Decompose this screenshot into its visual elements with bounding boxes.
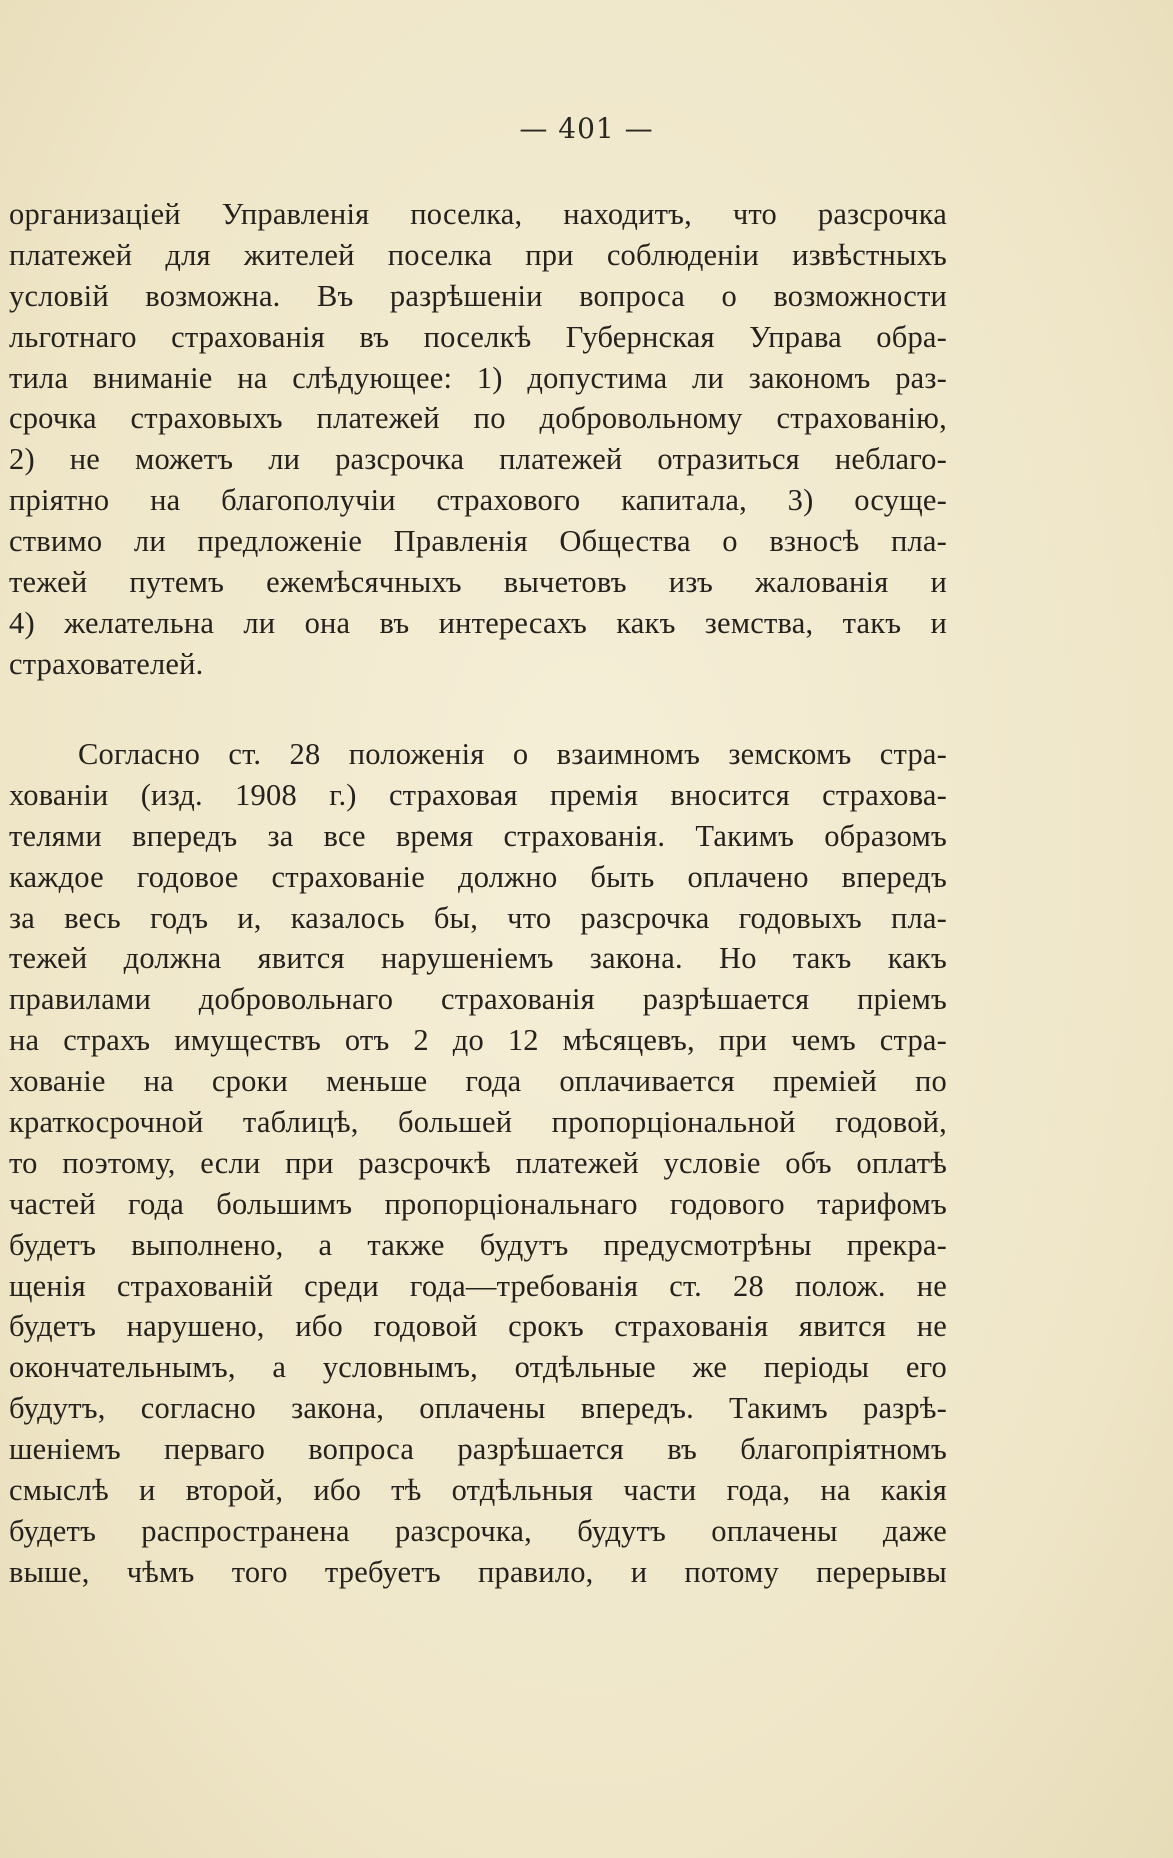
text-line: будетъ нарушено, ибо годовой срокъ страхованія явится не xyxy=(9,1309,947,1344)
text-line: частей года большимъ пропорціональнаго годового тарифомъ xyxy=(9,1186,947,1221)
text-line: телями впередъ за все время страхованія. Такимъ образомъ xyxy=(9,818,947,853)
text-line: пріятно на благополучіи страхового капитала, 3) осуще- xyxy=(9,483,947,518)
text-line: на страхъ имуществъ отъ 2 до 12 мѣсяцевъ, при чемъ стра- xyxy=(9,1023,947,1058)
text-line: льготнаго страхованія въ поселкѣ Губернская Управа обра- xyxy=(9,319,947,354)
text-line: ствимо ли предложеніе Правленія Общества о взносѣ пла- xyxy=(9,524,947,559)
text-line: будетъ выполнено, а также будутъ предусмотрѣны прекра- xyxy=(9,1227,947,1262)
paragraph-1 xyxy=(9,194,947,685)
text-line: организаціей Управленія поселка, находитъ, что разсрочка xyxy=(9,197,947,231)
text-line: условій возможна. Въ разрѣшеніи вопроса о возможности xyxy=(9,278,947,313)
text-line: за весь годъ и, казалось бы, что разсрочка годовыхъ пла- xyxy=(9,900,947,935)
text-line: выше, чѣмъ того требуетъ правило, и потому перерывы xyxy=(9,1554,947,1589)
text-line: шеніемъ перваго вопроса разрѣшается въ благопріятномъ xyxy=(9,1432,947,1467)
text-line: страхователей. xyxy=(9,646,204,681)
text-line: краткосрочной таблицѣ, большей пропорціональной годовой, xyxy=(9,1105,947,1140)
text-line: тила вниманіе на слѣдующее: 1) допустима ли закономъ раз- xyxy=(9,360,947,395)
text-line: платежей для жителей поселка при соблюденіи извѣстныхъ xyxy=(9,237,947,272)
text-line: тежей должна явится нарушеніемъ закона. Но такъ какъ xyxy=(9,941,947,976)
text-line: срочка страховыхъ платежей по добровольному страхованію, xyxy=(9,401,947,436)
text-line: хованіи (изд. 1908 г.) страховая премія вносится страхова- xyxy=(9,777,947,812)
text-line: щенія страхованій среди года—требованія ст. 28 полож. не xyxy=(9,1268,947,1303)
paragraph-2 xyxy=(9,734,947,1593)
text-line: окончательнымъ, а условнымъ, отдѣльные же періоды его xyxy=(9,1350,947,1385)
text-line: будетъ распространена разсрочка, будутъ оплачены даже xyxy=(9,1513,947,1548)
text-line: то поэтому, если при разсрочкѣ платежей условіе объ оплатѣ xyxy=(9,1145,947,1180)
text-line: хованіе на сроки меньше года оплачивается преміей по xyxy=(9,1064,947,1099)
text-line: будутъ, согласно закона, оплачены впередъ. Такимъ разрѣ- xyxy=(9,1391,947,1426)
text-line: 2) не можетъ ли разсрочка платежей отразиться неблаго- xyxy=(9,442,947,477)
text-line: смыслѣ и второй, ибо тѣ отдѣльныя части года, на какія xyxy=(9,1473,947,1508)
text-line: правилами добровольнаго страхованія разрѣшается пріемъ xyxy=(9,982,947,1017)
text-line: Согласно ст. 28 положенія о взаимномъ земскомъ стра- xyxy=(78,737,947,771)
text-line: 4) желательна ли она въ интересахъ какъ земства, такъ и xyxy=(9,605,947,640)
text-line: каждое годовое страхованіе должно быть оплачено впередъ xyxy=(9,859,947,894)
text-line: тежей путемъ ежемѣсячныхъ вычетовъ изъ жалованія и xyxy=(9,565,947,600)
page-number: — 401 — xyxy=(519,112,654,145)
